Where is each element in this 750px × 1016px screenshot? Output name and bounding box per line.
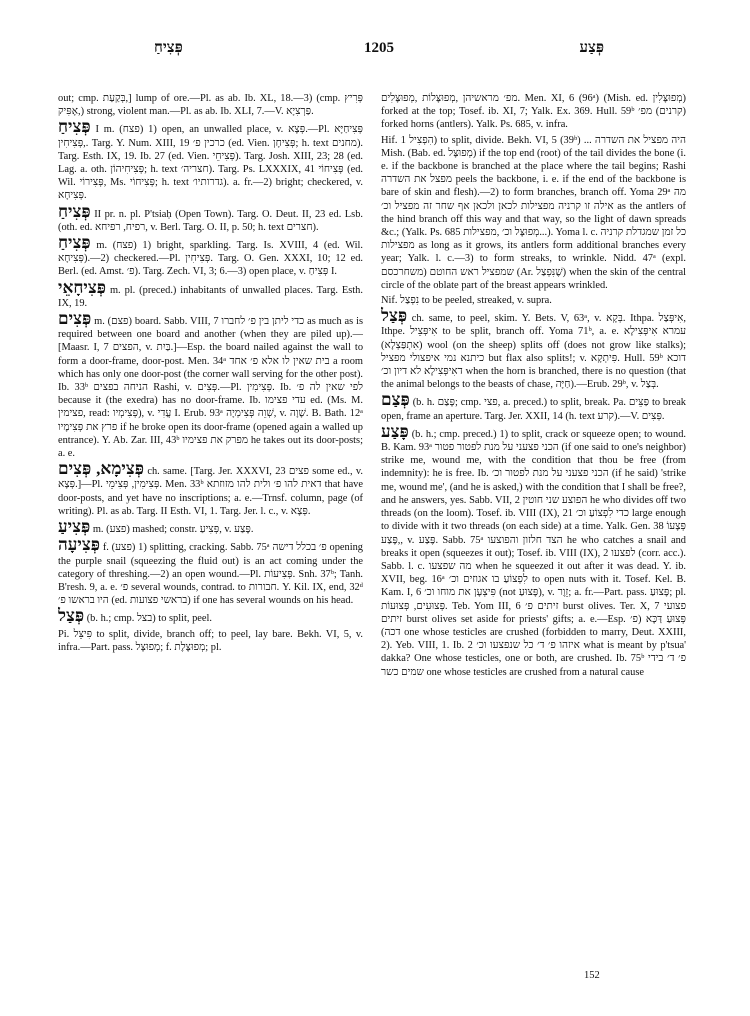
entry-text: (b. h. פָּצַם; cmp. פצי, a. preced.) to split, break. Pa. פַּצֵּים to break open, frame an aperture. Targ. Jer. XXII, 14 (h. text קרע).—V. פְּצִים. [381, 397, 686, 422]
entry-headword: פְּצִים [58, 309, 92, 329]
right-running-headword: פְּצַע [579, 40, 604, 56]
entry-text: m. (פצח) 1) bright, sparkling. Targ. Is. XVIII, 4 (ed. Wil. פְּצִיחָא).—2) checkered.—Pl. פְּצִיחִין. Targ. O. Gen. XXXI, 10; 12 ed. Berl. (ed. Amst. פ׳). Targ. Zech. VI, 3; 6.—3) open place, v. פְּצִיחַ I. [58, 240, 363, 278]
dictionary-entry [381, 92, 686, 132]
entry-text: Nif. נִפְצַל to be peeled, streaked, v. supra. [381, 295, 552, 307]
entry-text: ch. same. [Targ. Jer. XXXVI, 23 פצים some ed., v. פְּצָא.]—Pl. פְּצִימִין, פְּצִימֵי. Men. 33ᵇ דאית להו פ׳ ולית להו מזוזתא that have door-posts, and yet have no inscriptions; a. e.—Trnsf. column, page (of writing). Pl. as ab. Targ. II Esth. VI, 1. Targ. Jer. l. c., v. פְּצָא. [58, 466, 363, 517]
entry-text: (b. h.; cmp. בצל) to split, peel. [86, 613, 212, 625]
dictionary-entry [381, 421, 686, 679]
entry-text: m. (פצם) board. Sabb. VIII, 7 כדי ליתן בין פ׳ לחברו as much as is required between one board and another (when they are piled up).—[Maasr. I, 7 הפצים, v. בַּיִת.]—Esp. the board nailed against the wall to form a door-frame, door-post. Men. 34ᵃ בית שאין לו אלא פ׳ אחד a room which has only one door-post (the corner wall serving for the other post). Ib. 33ᵇ הניחה בפצים Rashi, v. פְּצִים.—Pl. פְּצִימִין. Ib. לפי שאין לה פ׳ because it (the exedra) has no door-frame. Ib. עדי פצימו ed. (Ms. M. פצימין, read: פְּצִימְיו), v. עֲדִי I. Erub. 93ᵃ שְׁוֵה פְּצִימְיָה, v. שָׁוָה. B. Bath. 12ᵃ פרץ את פְּצִימָיו if he broke open its door-frame (opened again a walled up entrance). Y. Ab. Zar. III, 43ᵇ מפרק את פצימיו he takes out its door-posts; a. e. [58, 316, 363, 460]
dictionary-entry [381, 294, 686, 307]
entry-text: Hif. הִפְצִיל 1) to split, divide. Bekh. VI, 5 (39ᵇ) ... היה מפציל את השדרה Mish. (Bab. ed. מְפוּצָּל) if the top end (root) of the tail divides the bone (i. e. if the backbone is branched at the place where the tail begins; Rashi מפצל את השדרה peels the backbone, i. e. if the end of the backbone is bare of skin and flesh).—2) to form branches, branch off. Yoma 29ᵃ מה אילה זו קרניה מפצילות לכאן ולכאן אף שחר זה מפציל וכ׳ as the antlers of the hind branch off this way and that way, so the light of dawn spreads &c.; (Yalk. Ps. 685 מְפוּצָּל וכ׳ ,מפצילות...). Yoma l. c. כל זמן שמגדלת קרניה מפצילות as long as it grows, its antlers form additional branches every year; Yalk. l. c.—3) to form streaks, to wrinkle. Nidd. 47ᵃ (expl. משחרכסם) שמפציל ראש החוטם (Ar. שֶׁנִּפְצַל) when the skin of the central circle of the oblate part of the breast appears wrinkled. [381, 134, 686, 291]
entry-headword: פָּצַע [381, 421, 409, 441]
dictionary-entry [381, 134, 686, 292]
entry-text: f. (פצע) 1) splitting, cracking. Sabb. 75ᵃ פ׳ בכלל דישה opening the purple snail (squeezing the fluid out) is an act coming under the category of threshing.—2) an open wound.—Pl. פְּצִיעוֹת. Snh. 37ᵇ; Tanh. B'resh. 9, a. e. פ׳ several wounds, contrad. to חבורות. Y. Kil. IX, end, 32ᵈ היו בראשו פ׳ (ed. בראשי פצועות) if one has several wounds on his head. [58, 542, 363, 607]
entry-text: מפ׳ מראשיהן ,מְפוּצָּלוֹת ,מְפוּצָּלִים. Men. XI, 6 (96ᵃ) (Mish. ed. מְפוּצָּלִין) forked at the top; Tosef. ib. XI, 7; Yalk. Ex. 369. Hull. 59ᵇ קרנים) מפ׳) forked horns (antlers). Yalk. Ps. 685, v. infra. [381, 93, 686, 131]
entry-text: m. (פצע) mashed; constr. פְּצִיעַ, v. פֶּצַע. [92, 524, 254, 536]
entry-text: m. pl. (preced.) inhabitants of unwalled places. Targ. Esth. IX, 19. [58, 284, 363, 309]
entry-text: (b. h.; cmp. preced.) 1) to split, crack or squeeze open; to wound. B. Kam. 93ᵃ הכני פצעני על מנת לפטור פטור (if one said to one's neighbor) strike me, wound me, with the condition that thou be free (from indemnity): he is free. Ib. הכני פצעני על מנת לפטור וכ׳ (if he said) 'strike me, wound me', (and he is asked,) with the condition that I shall be free?, and he answers, yes. Sabb. VII, 2 הפוצע שני חוטין he who divides off two threads (on the loom). Tosef. ib. VIII (IX), 21 כדי לִפְצוֹעַ וכ׳ large enough to divide with it two threads (on each side) at a time. Yalk. Gen. 38 פְּצָעוֹ ,פֶּצַע, v. פֶּצַע. Sabb. 75ᵃ הצד חלזון והפוצעו he who catches a snail and breaks it open (squeezes it out); Tosef. ib. VIII (IX), 2 לפצעו (corr. acc.). Sabb. l. c. מה שפצעו when he squeezed it out after it was dead. Y. ib. XVII, beg. 16ᵃ לִפְצוֹעַ בו אגוזים וכ׳ to open nuts with it. Tosef. Kel. B. Kam. I, 6 פִּיצְעָן את מוחו וכ׳ (not פָּצוּעַ), v. זֵוֶר; a. fr.—Part. pass. פָּצוּעַ; pl. פְּצוּעִים, פְּצוּעוֹת. Teb. Yom III, 6 זיתים פ׳ burst olives. Ter. X, 7 פצועי זיתים burst olives set aside for priests' gifts; a. e.—Esp. פְּצוּעַ דַּכָּא (פ׳ דכה) one whose testicles are crushed (forbidden to marry, Deut. XXIII, 2). Yeb. VIII, 1. Ib. 2 איזהו פ׳ ד׳ כל שנפצעו וכ׳ what is meant by p'tsua' dakka? One whose testicles, one or both, are crushed. Ib. 75ᵇ פ׳ ד׳ בידי שמים כשר one whose testicles are crushed from a natural cause [381, 428, 686, 678]
dictionary-entry [58, 606, 363, 626]
right-column [381, 92, 686, 984]
entry-text: Pi. פִּיצֵּל to split, divide, branch off; to peel, lay bare. Bekh. VI, 5, v. infra.—Part. pass. מְפוּצָּל; f. מְפוּצֶּלֶת; pl. [58, 628, 363, 653]
entry-headword: פְּצִיעַ [58, 517, 91, 537]
dictionary-entry [58, 459, 363, 518]
entry-text: II pr. n. pl. P'tsiaḥ (Open Town). Targ. O. Deut. II, 23 ed. Lsb. (oth. ed. רפיח, רפיחא, v. Berl. Targ. O. II, p. 50; h. text חצרים). [58, 208, 363, 233]
entry-text: I m. (פצח) 1) open, an unwalled place, v. פְּצָא.—Pl. פְּצִיחַיָּא ,פְּצִיחִין. Targ. Y. Num. XIII, 19 כרכין פ׳ (ed. Vien. פְּצִיחָן; h. text מחנים). Targ. Esth. IX, 19. Ib. 27 (ed. Vien. פְּצִיחֵי). Targ. Josh. XIII, 23; 28 (ed. Lag. a. oth. פְּצִיחִיהוֹן; h. text חצריה׳). Targ. Ps. LXXXIX, 41 פְּצִיחוֹי (ed. Wil. פְּצִירוֹי, Ms. פְּצִיחוֹי; h. text גדרותיו׳). a. fr.—2) bright; checkered, v. פְּצִיחָא. [58, 124, 363, 202]
dictionary-entry [381, 390, 686, 422]
dictionary-entry [381, 306, 686, 391]
dictionary-entry [58, 92, 363, 118]
dictionary-entry [58, 535, 363, 607]
dictionary-entry [58, 201, 363, 234]
entry-headword: פְּצִיעָה [58, 535, 101, 555]
page-header [64, 40, 694, 62]
entry-headword: פְּצִיחָאֵי [58, 277, 107, 297]
dictionary-entry [58, 309, 363, 460]
left-running-headword: פְּצִיחַ [154, 40, 183, 56]
entry-headword: פְּצַם [381, 390, 410, 410]
dictionary-entry [58, 117, 363, 202]
dictionary-entry [58, 233, 363, 279]
entry-text: out; cmp. בְּקַעַת,] lump of ore.—Pl. as ab. Ib. XL, 18.—3) (cmp. פְּרִיץ ,אָפִּיק) strong, violent man.—Pl. as ab. Ib. XLI, 7.—V. פַּרְצִיָא. [58, 93, 363, 118]
page-number: 1205 [364, 40, 394, 56]
entry-headword: פְּצַל [381, 306, 408, 326]
entry-headword: פְּצִיחַ [58, 201, 91, 221]
dictionary-entry [58, 628, 363, 654]
entry-headword: פְּצִיחַ [58, 233, 91, 253]
left-column [58, 92, 363, 984]
dictionary-entry [58, 517, 363, 537]
dictionary-entry [58, 277, 363, 310]
entry-headword: פְּצַל [58, 606, 85, 626]
signature-mark: 152 [584, 970, 600, 981]
entry-headword: פְּצִיחַ [58, 117, 91, 137]
entry-text: ch. same, to peel, skim. Y. Bets. V, 63ᵃ, v. בְּקָא. Ithpa. אִיפְּצַל, Ithpe. אִיפְּצֵיל to be split, branch off. Yoma 71ᵇ, a. e. עמרא אִיפְּצִילָא (אִתְפַּצְלָא) wool (on the sheep) splits off (does not grow like stalks); כיתנא נמי איפצולי מפציל but flax also splits!; v. פִּיתְקָא. Hull. 59ᵇ דוכא דאִיפְּצִילָא לא דיון וכ׳ when the horn is branched, there is no question (that the animal belongs to the beasts of chase, חַיָּה).—Erub. 29ᵇ, v. בְּצַל. [381, 313, 686, 391]
entry-headword: פְּצִימָא, פְּצִים [58, 459, 145, 479]
